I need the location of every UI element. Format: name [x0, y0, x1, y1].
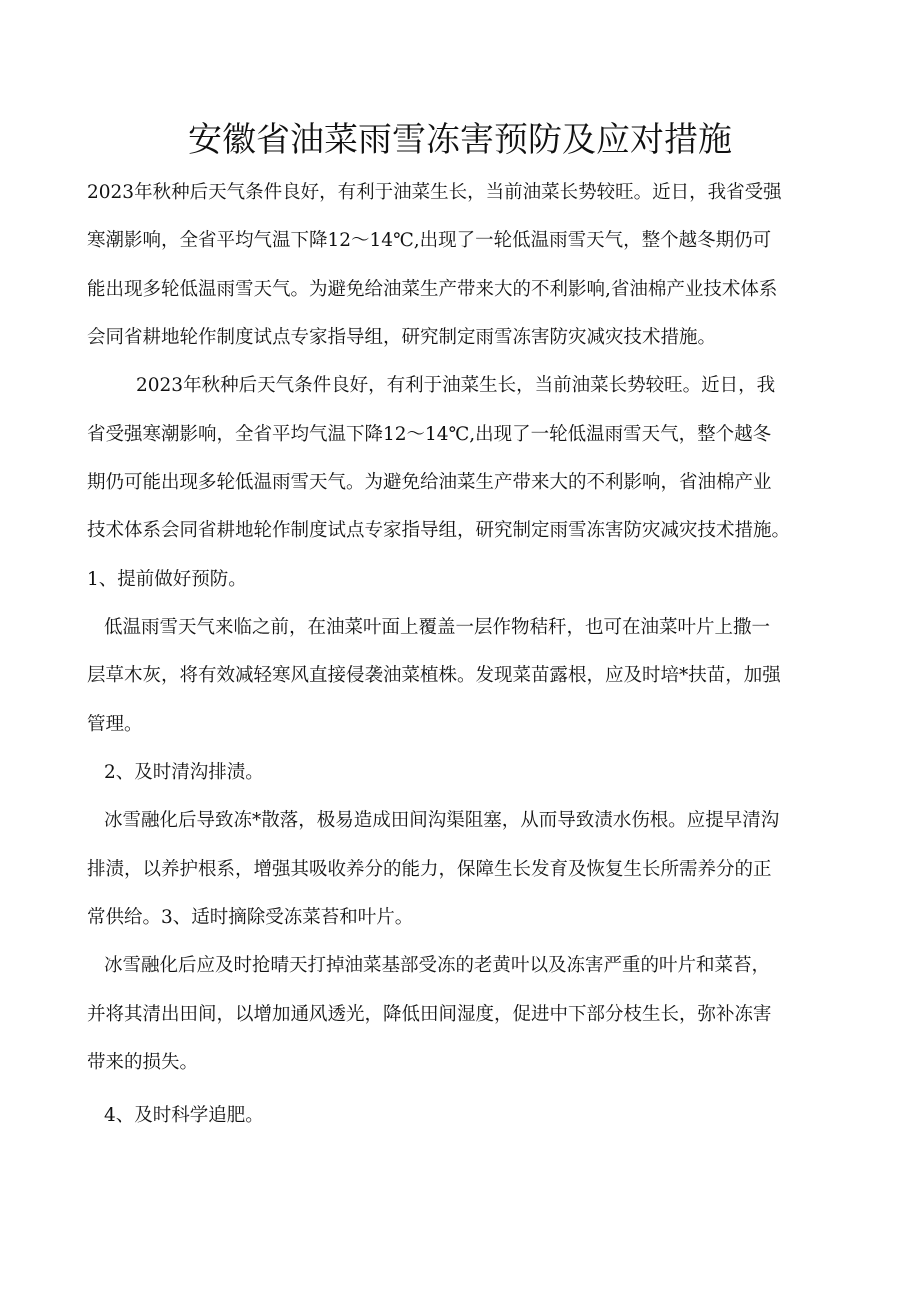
para5-line-3: 带来的损失。 — [87, 1052, 199, 1073]
para2-line-3: 期仍可能出现多轮低温雨雪天气。为避免给油菜生产带来大的不利影响，省油棉产业 — [87, 472, 772, 493]
intro-line-1: 2023年秋种后天气条件良好，有利于油菜生长，当前油菜长势较旺。近日，我省受强 — [87, 182, 782, 203]
section-heading-4: 4、及时科学追肥。 — [104, 1105, 264, 1126]
section-heading-2: 2、及时清沟排渍。 — [104, 762, 264, 783]
para4-line-2: 排渍，以养护根系，增强其吸收养分的能力，保障生长发育及恢复生长所需养分的正 — [87, 859, 772, 880]
section-heading-1: 1、提前做好预防。 — [87, 569, 247, 590]
para2-line-2: 省受强寒潮影响，全省平均气温下降12～14℃,出现了一轮低温雨雪天气，整个越冬 — [87, 424, 772, 445]
intro-line-3: 能出现多轮低温雨雪天气。为避免给油菜生产带来大的不利影响,省油棉产业技术体系 — [87, 279, 778, 300]
para5-line-2: 并将其清出田间，以增加通风透光，降低田间湿度，促进中下部分枝生长，弥补冻害 — [87, 1004, 772, 1025]
para2-line-1: 2023年秋种后天气条件良好，有利于油菜生长，当前油菜长势较旺。近日，我 — [136, 375, 776, 396]
document-title: 安徽省油菜雨雪冻害预防及应对措施 — [188, 120, 732, 160]
intro-line-2: 寒潮影响，全省平均气温下降12～14℃,出现了一轮低温雨雪天气，整个越冬期仍可 — [87, 230, 772, 251]
para3-line-2: 层草木灰，将有效减轻寒风直接侵袭油菜植株。发现菜苗露根，应及时培*扶苗，加强 — [87, 665, 781, 686]
para3-line-3: 管理。 — [87, 714, 143, 735]
para4-line-1: 冰雪融化后导致冻*散落，极易造成田间沟渠阻塞，从而导致渍水伤根。应提早清沟 — [104, 810, 780, 831]
para5-line-1: 冰雪融化后应及时抢晴天打掉油菜基部受冻的老黄叶以及冻害严重的叶片和菜苔， — [104, 955, 771, 976]
para3-line-1: 低温雨雪天气来临之前，在油菜叶面上覆盖一层作物秸秆，也可在油菜叶片上撒一 — [104, 617, 771, 638]
para4-line-3: 常供给。3、适时摘除受冻菜苔和叶片。 — [87, 907, 414, 928]
para2-line-4: 技术体系会同省耕地轮作制度试点专家指导组，研究制定雨雪冻害防灾减灾技术措施。 — [87, 520, 791, 541]
intro-line-4: 会同省耕地轮作制度试点专家指导组，研究制定雨雪冻害防灾减灾技术措施。 — [87, 327, 717, 348]
